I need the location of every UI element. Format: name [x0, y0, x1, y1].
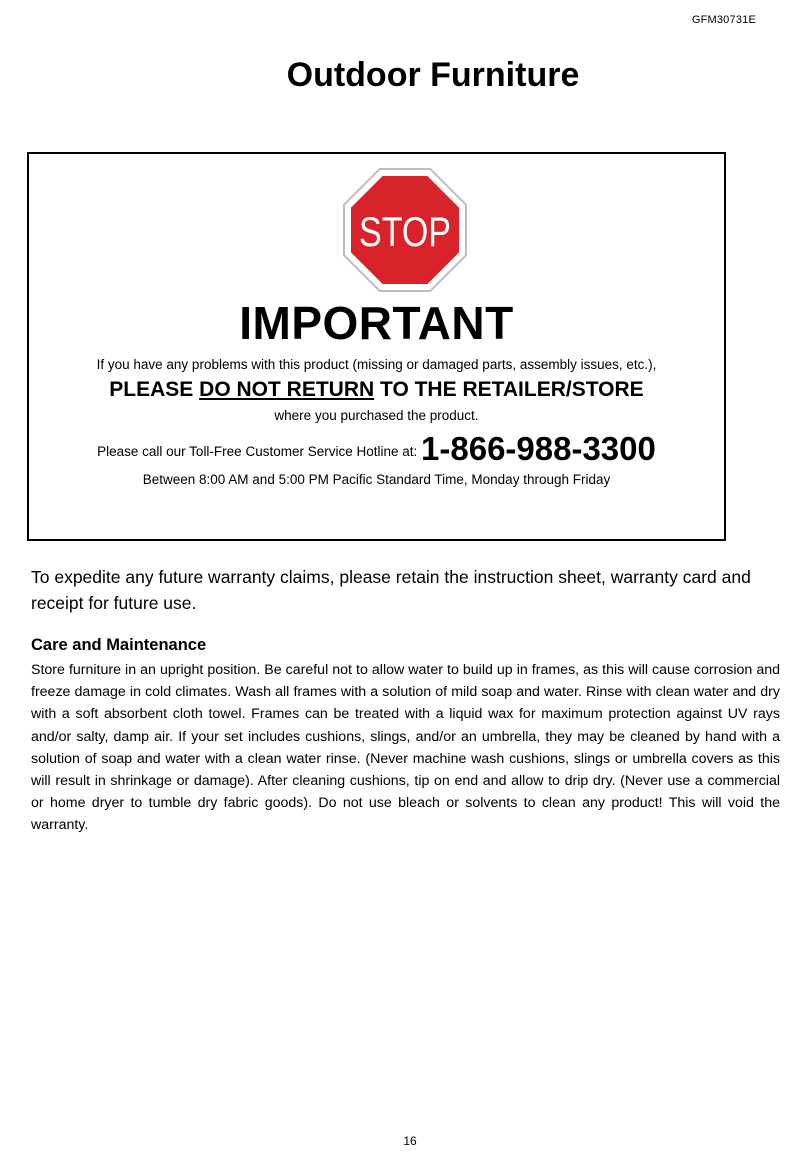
warning-suffix: TO THE RETAILER/STORE [374, 378, 644, 401]
do-not-return-warning [29, 378, 724, 402]
important-heading: IMPORTANT [239, 297, 514, 349]
stop-sign-icon [343, 168, 467, 292]
service-hours: Between 8:00 AM and 5:00 PM Pacific Standard Time, Monday through Friday [142, 472, 611, 487]
page-number: 16 [403, 1134, 417, 1148]
warning-prefix: PLEASE [109, 378, 200, 401]
stop-sign-text: STOP [359, 208, 451, 255]
page-title: Outdoor Furniture [286, 56, 580, 94]
document-code: GFM30731E [691, 14, 756, 26]
hotline-label: Please call our Toll-Free Customer Service Hotline at: [97, 444, 422, 459]
care-maintenance-heading: Care and Maintenance [31, 636, 207, 654]
hotline-number: 1-866-988-3300 [421, 430, 656, 467]
warranty-retain-note: To expedite any future warranty claims, please retain the instruction sheet, warranty card and receipt for future use. [31, 567, 751, 613]
warning-underlined: DO NOT RETURN [199, 378, 375, 401]
problem-statement: If you have any problems with this product (missing or damaged parts, assembly issues, etc.), [96, 357, 657, 372]
care-maintenance-body: Store furniture in an upright position. Be careful not to allow water to build up in frames, as this will cause corrosion and freeze damage in cold climates. Wash all frames with a solution of mild soap and water. Rinse with clean water and dry with a soft absorbent cloth towel. Frames can be treated with a liquid wax for maximum protection against UV rays and/or salty, damp air. If your set includes cushions, slings, and/or an umbrella, they may be cleaned by hand with a solution of soap and water with a clean water rinse. (Never machine wash cushions, slings or umbrella covers as this will result in shrinkage or damage). After cleaning cushions, tip on end and allow to drip dry. (Never use a commercial or home dryer to tumble dry fabric goods). Do not use bleach or solvents to clean any product! This will void the warranty. [31, 662, 780, 834]
purchase-location-note: where you purchased the product. [274, 408, 479, 423]
hotline-line [29, 430, 724, 468]
important-notice-box [27, 152, 726, 541]
